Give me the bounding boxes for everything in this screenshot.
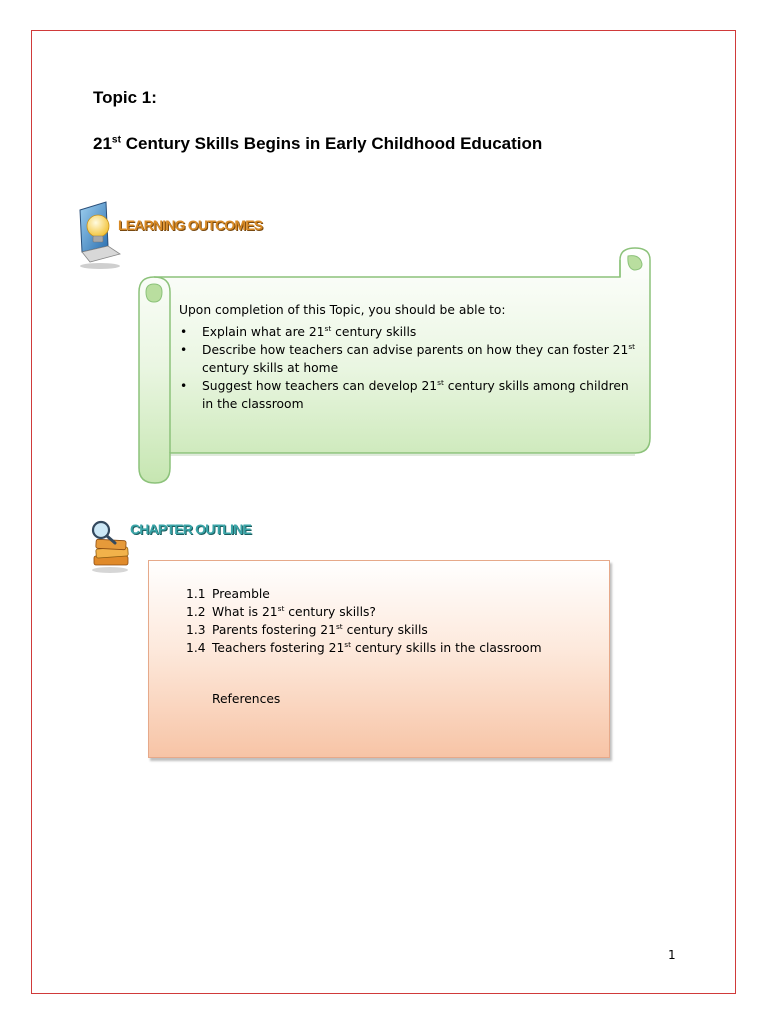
list-item: 1.2 What is 21st century skills? <box>186 603 376 619</box>
books-magnifier-icon <box>86 518 134 574</box>
list-item: 1.3 Parents fostering 21st century skills <box>186 621 428 637</box>
chapter-outline-heading: CHAPTER OUTLINE <box>130 521 252 537</box>
list-item: • Describe how teachers can advise parents on how they can foster 21st century skills at home <box>179 341 639 377</box>
list-item: 1.1 Preamble <box>186 587 270 601</box>
references-label: References <box>212 692 281 706</box>
learning-outcomes-list <box>179 323 639 413</box>
learning-outcomes-intro: Upon completion of this Topic, you should be able to: <box>179 303 506 317</box>
page-title: 21st Century Skills Begins in Early Childhood Education <box>93 134 543 153</box>
page-number: 1 <box>668 948 676 962</box>
lightbulb-monitor-icon <box>76 200 128 272</box>
page-border <box>31 30 736 994</box>
topic-label: Topic 1: <box>93 88 157 107</box>
list-item: • Explain what are 21st century skills <box>179 323 639 341</box>
chapter-outline-list <box>186 585 542 657</box>
list-item: • Suggest how teachers can develop 21st century skills among children in the classroom <box>179 377 639 413</box>
learning-outcomes-heading: LEARNING OUTCOMES <box>118 217 263 233</box>
learning-outcomes-text <box>179 301 639 413</box>
list-item: 1.4 Teachers fostering 21st century skills in the classroom <box>186 639 542 655</box>
